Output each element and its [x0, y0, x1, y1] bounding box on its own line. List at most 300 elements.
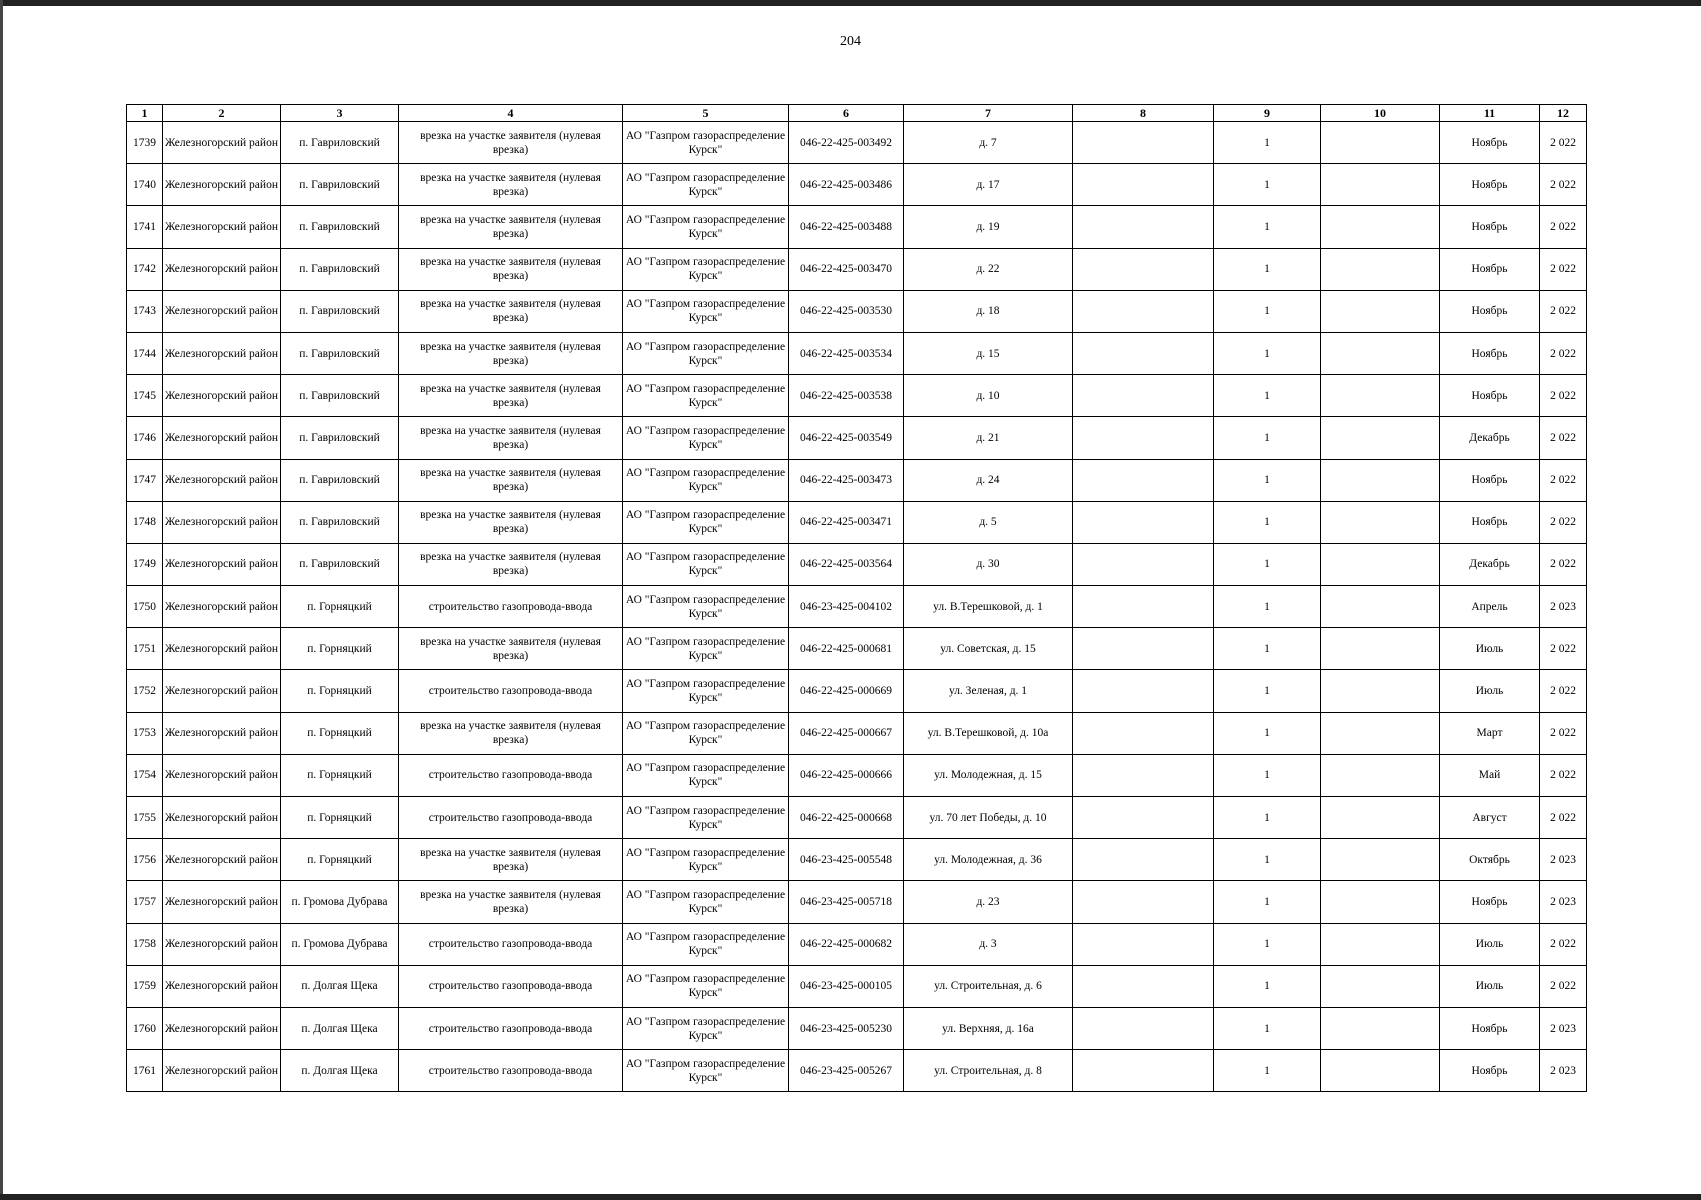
cell-col-8	[1073, 839, 1214, 881]
cell-col-8	[1073, 248, 1214, 290]
cell-work-type: врезка на участке заявителя (нулевая врезка)	[399, 459, 623, 501]
cell-col-10	[1321, 965, 1440, 1007]
cell-organization: АО "Газпром газораспределение Курск"	[623, 797, 789, 839]
cell-work-type: строительство газопровода-ввода	[399, 586, 623, 628]
cell-quantity: 1	[1214, 923, 1321, 965]
table-row	[127, 248, 1587, 290]
header-cell: 12	[1540, 105, 1587, 122]
cell-address: д. 23	[904, 881, 1073, 923]
cell-year: 2 022	[1540, 417, 1587, 459]
cell-organization: АО "Газпром газораспределение Курск"	[623, 290, 789, 332]
cell-application-number: 046-22-425-003534	[789, 332, 904, 374]
cell-quantity: 1	[1214, 1007, 1321, 1049]
cell-settlement: п. Долгая Щека	[281, 1007, 399, 1049]
cell-col-8	[1073, 1050, 1214, 1092]
cell-work-type: врезка на участке заявителя (нулевая врезка)	[399, 839, 623, 881]
cell-district: Железногорский район	[163, 965, 281, 1007]
cell-application-number: 046-22-425-003538	[789, 375, 904, 417]
cell-quantity: 1	[1214, 375, 1321, 417]
cell-year: 2 022	[1540, 248, 1587, 290]
cell-col-10	[1321, 1050, 1440, 1092]
cell-work-type: врезка на участке заявителя (нулевая врезка)	[399, 164, 623, 206]
cell-district: Железногорский район	[163, 375, 281, 417]
cell-col-10	[1321, 1007, 1440, 1049]
cell-year: 2 022	[1540, 206, 1587, 248]
cell-col-10	[1321, 290, 1440, 332]
cell-settlement: п. Гавриловский	[281, 375, 399, 417]
cell-col-10	[1321, 712, 1440, 754]
cell-address: ул. В.Терешковой, д. 1	[904, 586, 1073, 628]
cell-district: Железногорский район	[163, 628, 281, 670]
cell-month: Май	[1440, 754, 1540, 796]
cell-row-number: 1755	[127, 797, 163, 839]
cell-month: Июль	[1440, 923, 1540, 965]
cell-work-type: врезка на участке заявителя (нулевая врезка)	[399, 375, 623, 417]
cell-col-8	[1073, 501, 1214, 543]
cell-col-10	[1321, 332, 1440, 374]
cell-col-10	[1321, 797, 1440, 839]
cell-row-number: 1751	[127, 628, 163, 670]
cell-work-type: строительство газопровода-ввода	[399, 670, 623, 712]
cell-address: д. 7	[904, 122, 1073, 164]
cell-settlement: п. Горняцкий	[281, 712, 399, 754]
cell-work-type: строительство газопровода-ввода	[399, 754, 623, 796]
cell-row-number: 1748	[127, 501, 163, 543]
cell-year: 2 022	[1540, 754, 1587, 796]
cell-col-10	[1321, 923, 1440, 965]
table-row	[127, 1050, 1587, 1092]
table-row	[127, 586, 1587, 628]
cell-year: 2 022	[1540, 332, 1587, 374]
cell-organization: АО "Газпром газораспределение Курск"	[623, 1007, 789, 1049]
cell-settlement: п. Гавриловский	[281, 164, 399, 206]
cell-settlement: п. Гавриловский	[281, 206, 399, 248]
header-cell: 8	[1073, 105, 1214, 122]
cell-year: 2 022	[1540, 712, 1587, 754]
cell-col-10	[1321, 543, 1440, 585]
cell-application-number: 046-22-425-003530	[789, 290, 904, 332]
cell-address: ул. Строительная, д. 8	[904, 1050, 1073, 1092]
cell-address: д. 15	[904, 332, 1073, 374]
registry-table	[126, 104, 1587, 1092]
cell-quantity: 1	[1214, 797, 1321, 839]
cell-quantity: 1	[1214, 754, 1321, 796]
cell-organization: АО "Газпром газораспределение Курск"	[623, 628, 789, 670]
cell-quantity: 1	[1214, 459, 1321, 501]
cell-application-number: 046-22-425-003473	[789, 459, 904, 501]
cell-col-8	[1073, 712, 1214, 754]
cell-district: Железногорский район	[163, 164, 281, 206]
cell-quantity: 1	[1214, 332, 1321, 374]
cell-month: Апрель	[1440, 586, 1540, 628]
cell-month: Июль	[1440, 628, 1540, 670]
cell-col-8	[1073, 965, 1214, 1007]
cell-year: 2 022	[1540, 628, 1587, 670]
cell-application-number: 046-23-425-005718	[789, 881, 904, 923]
table-row	[127, 754, 1587, 796]
cell-district: Железногорский район	[163, 797, 281, 839]
cell-settlement: п. Горняцкий	[281, 628, 399, 670]
cell-district: Железногорский район	[163, 248, 281, 290]
cell-col-10	[1321, 754, 1440, 796]
cell-organization: АО "Газпром газораспределение Курск"	[623, 670, 789, 712]
cell-settlement: п. Гавриловский	[281, 417, 399, 459]
cell-organization: АО "Газпром газораспределение Курск"	[623, 586, 789, 628]
cell-quantity: 1	[1214, 670, 1321, 712]
cell-address: д. 24	[904, 459, 1073, 501]
cell-organization: АО "Газпром газораспределение Курск"	[623, 459, 789, 501]
cell-address: д. 21	[904, 417, 1073, 459]
cell-address: д. 22	[904, 248, 1073, 290]
table-row	[127, 797, 1587, 839]
cell-quantity: 1	[1214, 1050, 1321, 1092]
cell-settlement: п. Гавриловский	[281, 248, 399, 290]
cell-address: ул. Молодежная, д. 15	[904, 754, 1073, 796]
cell-year: 2 023	[1540, 1050, 1587, 1092]
cell-row-number: 1750	[127, 586, 163, 628]
cell-work-type: врезка на участке заявителя (нулевая врезка)	[399, 543, 623, 585]
cell-district: Железногорский район	[163, 332, 281, 374]
cell-col-10	[1321, 881, 1440, 923]
table-row	[127, 290, 1587, 332]
cell-quantity: 1	[1214, 543, 1321, 585]
cell-col-8	[1073, 375, 1214, 417]
cell-organization: АО "Газпром газораспределение Курск"	[623, 712, 789, 754]
cell-row-number: 1757	[127, 881, 163, 923]
cell-quantity: 1	[1214, 839, 1321, 881]
cell-application-number: 046-22-425-000681	[789, 628, 904, 670]
cell-col-8	[1073, 586, 1214, 628]
cell-settlement: п. Громова Дубрава	[281, 923, 399, 965]
cell-row-number: 1746	[127, 417, 163, 459]
cell-settlement: п. Горняцкий	[281, 670, 399, 712]
cell-year: 2 023	[1540, 1007, 1587, 1049]
cell-row-number: 1760	[127, 1007, 163, 1049]
table-row	[127, 543, 1587, 585]
cell-row-number: 1745	[127, 375, 163, 417]
cell-settlement: п. Гавриловский	[281, 122, 399, 164]
cell-col-8	[1073, 923, 1214, 965]
cell-address: ул. Строительная, д. 6	[904, 965, 1073, 1007]
cell-col-8	[1073, 459, 1214, 501]
cell-application-number: 046-23-425-004102	[789, 586, 904, 628]
cell-month: Август	[1440, 797, 1540, 839]
cell-year: 2 023	[1540, 839, 1587, 881]
cell-district: Железногорский район	[163, 839, 281, 881]
cell-work-type: врезка на участке заявителя (нулевая врезка)	[399, 290, 623, 332]
cell-col-8	[1073, 332, 1214, 374]
table-row	[127, 417, 1587, 459]
cell-month: Март	[1440, 712, 1540, 754]
cell-row-number: 1759	[127, 965, 163, 1007]
cell-row-number: 1740	[127, 164, 163, 206]
header-cell: 9	[1214, 105, 1321, 122]
cell-col-8	[1073, 206, 1214, 248]
cell-col-8	[1073, 290, 1214, 332]
table-row	[127, 206, 1587, 248]
cell-row-number: 1743	[127, 290, 163, 332]
cell-quantity: 1	[1214, 417, 1321, 459]
cell-application-number: 046-22-425-003564	[789, 543, 904, 585]
cell-col-10	[1321, 122, 1440, 164]
cell-quantity: 1	[1214, 206, 1321, 248]
table-row	[127, 459, 1587, 501]
cell-row-number: 1741	[127, 206, 163, 248]
cell-month: Ноябрь	[1440, 290, 1540, 332]
cell-col-8	[1073, 797, 1214, 839]
cell-year: 2 022	[1540, 122, 1587, 164]
cell-col-8	[1073, 122, 1214, 164]
header-cell: 4	[399, 105, 623, 122]
cell-quantity: 1	[1214, 586, 1321, 628]
cell-quantity: 1	[1214, 628, 1321, 670]
cell-district: Железногорский район	[163, 290, 281, 332]
cell-settlement: п. Гавриловский	[281, 543, 399, 585]
cell-month: Ноябрь	[1440, 122, 1540, 164]
scan-edge-top	[0, 0, 1701, 6]
cell-settlement: п. Гавриловский	[281, 459, 399, 501]
cell-year: 2 022	[1540, 797, 1587, 839]
cell-application-number: 046-22-425-003488	[789, 206, 904, 248]
cell-year: 2 022	[1540, 670, 1587, 712]
cell-district: Железногорский район	[163, 501, 281, 543]
cell-row-number: 1747	[127, 459, 163, 501]
cell-row-number: 1758	[127, 923, 163, 965]
cell-quantity: 1	[1214, 501, 1321, 543]
cell-col-10	[1321, 839, 1440, 881]
cell-col-8	[1073, 417, 1214, 459]
cell-row-number: 1754	[127, 754, 163, 796]
cell-application-number: 046-22-425-003549	[789, 417, 904, 459]
cell-district: Железногорский район	[163, 417, 281, 459]
cell-col-10	[1321, 501, 1440, 543]
cell-organization: АО "Газпром газораспределение Курск"	[623, 332, 789, 374]
cell-district: Железногорский район	[163, 754, 281, 796]
cell-application-number: 046-22-425-003486	[789, 164, 904, 206]
cell-settlement: п. Горняцкий	[281, 754, 399, 796]
cell-application-number: 046-22-425-003492	[789, 122, 904, 164]
table-row	[127, 164, 1587, 206]
cell-month: Ноябрь	[1440, 332, 1540, 374]
cell-district: Железногорский район	[163, 923, 281, 965]
cell-quantity: 1	[1214, 881, 1321, 923]
cell-col-10	[1321, 586, 1440, 628]
table-row	[127, 332, 1587, 374]
cell-address: ул. Советская, д. 15	[904, 628, 1073, 670]
cell-row-number: 1761	[127, 1050, 163, 1092]
cell-settlement: п. Долгая Щека	[281, 965, 399, 1007]
table-row	[127, 965, 1587, 1007]
cell-month: Ноябрь	[1440, 881, 1540, 923]
table-row	[127, 375, 1587, 417]
table-row	[127, 839, 1587, 881]
cell-row-number: 1742	[127, 248, 163, 290]
table-body	[127, 122, 1587, 1092]
table-row	[127, 712, 1587, 754]
cell-month: Ноябрь	[1440, 459, 1540, 501]
cell-address: д. 3	[904, 923, 1073, 965]
cell-organization: АО "Газпром газораспределение Курск"	[623, 375, 789, 417]
cell-application-number: 046-23-425-005230	[789, 1007, 904, 1049]
cell-district: Железногорский район	[163, 881, 281, 923]
cell-address: ул. Зеленая, д. 1	[904, 670, 1073, 712]
cell-month: Ноябрь	[1440, 248, 1540, 290]
cell-year: 2 022	[1540, 290, 1587, 332]
cell-settlement: п. Горняцкий	[281, 797, 399, 839]
cell-address: ул. В.Терешковой, д. 10а	[904, 712, 1073, 754]
cell-month: Ноябрь	[1440, 206, 1540, 248]
cell-month: Декабрь	[1440, 417, 1540, 459]
table-row	[127, 881, 1587, 923]
cell-year: 2 022	[1540, 375, 1587, 417]
cell-organization: АО "Газпром газораспределение Курск"	[623, 501, 789, 543]
cell-month: Ноябрь	[1440, 1007, 1540, 1049]
cell-row-number: 1744	[127, 332, 163, 374]
cell-district: Железногорский район	[163, 712, 281, 754]
scan-edge-left	[0, 0, 3, 1200]
cell-col-10	[1321, 375, 1440, 417]
cell-year: 2 022	[1540, 501, 1587, 543]
cell-settlement: п. Горняцкий	[281, 586, 399, 628]
cell-settlement: п. Гавриловский	[281, 501, 399, 543]
table-row	[127, 670, 1587, 712]
header-cell: 7	[904, 105, 1073, 122]
cell-month: Июль	[1440, 670, 1540, 712]
cell-district: Железногорский район	[163, 1050, 281, 1092]
cell-col-10	[1321, 628, 1440, 670]
header-cell: 11	[1440, 105, 1540, 122]
cell-work-type: врезка на участке заявителя (нулевая врезка)	[399, 501, 623, 543]
cell-application-number: 046-23-425-005267	[789, 1050, 904, 1092]
cell-col-8	[1073, 881, 1214, 923]
cell-quantity: 1	[1214, 122, 1321, 164]
cell-address: ул. Верхняя, д. 16а	[904, 1007, 1073, 1049]
cell-application-number: 046-22-425-003471	[789, 501, 904, 543]
cell-district: Железногорский район	[163, 459, 281, 501]
cell-organization: АО "Газпром газораспределение Курск"	[623, 881, 789, 923]
cell-row-number: 1753	[127, 712, 163, 754]
cell-year: 2 022	[1540, 543, 1587, 585]
cell-quantity: 1	[1214, 712, 1321, 754]
cell-address: д. 10	[904, 375, 1073, 417]
cell-year: 2 022	[1540, 923, 1587, 965]
cell-organization: АО "Газпром газораспределение Курск"	[623, 754, 789, 796]
cell-quantity: 1	[1214, 164, 1321, 206]
header-cell: 10	[1321, 105, 1440, 122]
scan-edge-bottom	[0, 1194, 1701, 1200]
header-cell: 1	[127, 105, 163, 122]
cell-month: Декабрь	[1440, 543, 1540, 585]
cell-col-10	[1321, 206, 1440, 248]
table-row	[127, 628, 1587, 670]
cell-row-number: 1756	[127, 839, 163, 881]
cell-row-number: 1752	[127, 670, 163, 712]
cell-col-10	[1321, 164, 1440, 206]
header-cell: 6	[789, 105, 904, 122]
cell-organization: АО "Газпром газораспределение Курск"	[623, 543, 789, 585]
cell-year: 2 022	[1540, 459, 1587, 501]
cell-application-number: 046-22-425-000682	[789, 923, 904, 965]
cell-district: Железногорский район	[163, 122, 281, 164]
cell-quantity: 1	[1214, 290, 1321, 332]
cell-address: ул. Молодежная, д. 36	[904, 839, 1073, 881]
cell-application-number: 046-22-425-000666	[789, 754, 904, 796]
cell-work-type: врезка на участке заявителя (нулевая врезка)	[399, 122, 623, 164]
cell-year: 2 022	[1540, 965, 1587, 1007]
cell-organization: АО "Газпром газораспределение Курск"	[623, 122, 789, 164]
cell-district: Железногорский район	[163, 543, 281, 585]
table-row	[127, 501, 1587, 543]
header-cell: 3	[281, 105, 399, 122]
cell-col-10	[1321, 417, 1440, 459]
cell-work-type: строительство газопровода-ввода	[399, 1050, 623, 1092]
cell-settlement: п. Гавриловский	[281, 290, 399, 332]
cell-settlement: п. Долгая Щека	[281, 1050, 399, 1092]
cell-work-type: врезка на участке заявителя (нулевая врезка)	[399, 248, 623, 290]
cell-work-type: строительство газопровода-ввода	[399, 965, 623, 1007]
cell-work-type: врезка на участке заявителя (нулевая врезка)	[399, 206, 623, 248]
cell-col-8	[1073, 670, 1214, 712]
cell-organization: АО "Газпром газораспределение Курск"	[623, 248, 789, 290]
cell-district: Железногорский район	[163, 206, 281, 248]
cell-col-10	[1321, 459, 1440, 501]
cell-month: Октябрь	[1440, 839, 1540, 881]
cell-district: Железногорский район	[163, 586, 281, 628]
cell-application-number: 046-23-425-005548	[789, 839, 904, 881]
cell-work-type: врезка на участке заявителя (нулевая врезка)	[399, 881, 623, 923]
cell-work-type: врезка на участке заявителя (нулевая врезка)	[399, 417, 623, 459]
cell-organization: АО "Газпром газораспределение Курск"	[623, 1050, 789, 1092]
cell-month: Ноябрь	[1440, 164, 1540, 206]
cell-year: 2 023	[1540, 586, 1587, 628]
cell-work-type: врезка на участке заявителя (нулевая врезка)	[399, 332, 623, 374]
cell-application-number: 046-22-425-000668	[789, 797, 904, 839]
cell-col-8	[1073, 628, 1214, 670]
cell-col-8	[1073, 1007, 1214, 1049]
header-cell: 5	[623, 105, 789, 122]
cell-organization: АО "Газпром газораспределение Курск"	[623, 923, 789, 965]
header-cell: 2	[163, 105, 281, 122]
cell-district: Железногорский район	[163, 670, 281, 712]
table-row	[127, 923, 1587, 965]
cell-month: Ноябрь	[1440, 375, 1540, 417]
cell-work-type: строительство газопровода-ввода	[399, 923, 623, 965]
cell-month: Ноябрь	[1440, 1050, 1540, 1092]
cell-address: ул. 70 лет Победы, д. 10	[904, 797, 1073, 839]
cell-settlement: п. Громова Дубрава	[281, 881, 399, 923]
cell-col-8	[1073, 543, 1214, 585]
cell-col-10	[1321, 670, 1440, 712]
cell-application-number: 046-22-425-003470	[789, 248, 904, 290]
cell-organization: АО "Газпром газораспределение Курск"	[623, 206, 789, 248]
header-row	[127, 105, 1587, 122]
cell-quantity: 1	[1214, 965, 1321, 1007]
cell-organization: АО "Газпром газораспределение Курск"	[623, 965, 789, 1007]
cell-year: 2 022	[1540, 164, 1587, 206]
page-number: 204	[840, 34, 861, 49]
cell-row-number: 1739	[127, 122, 163, 164]
cell-settlement: п. Гавриловский	[281, 332, 399, 374]
cell-work-type: строительство газопровода-ввода	[399, 797, 623, 839]
cell-year: 2 023	[1540, 881, 1587, 923]
cell-col-10	[1321, 248, 1440, 290]
cell-application-number: 046-22-425-000667	[789, 712, 904, 754]
cell-work-type: врезка на участке заявителя (нулевая врезка)	[399, 712, 623, 754]
cell-address: д. 19	[904, 206, 1073, 248]
cell-address: д. 17	[904, 164, 1073, 206]
cell-district: Железногорский район	[163, 1007, 281, 1049]
cell-col-8	[1073, 164, 1214, 206]
